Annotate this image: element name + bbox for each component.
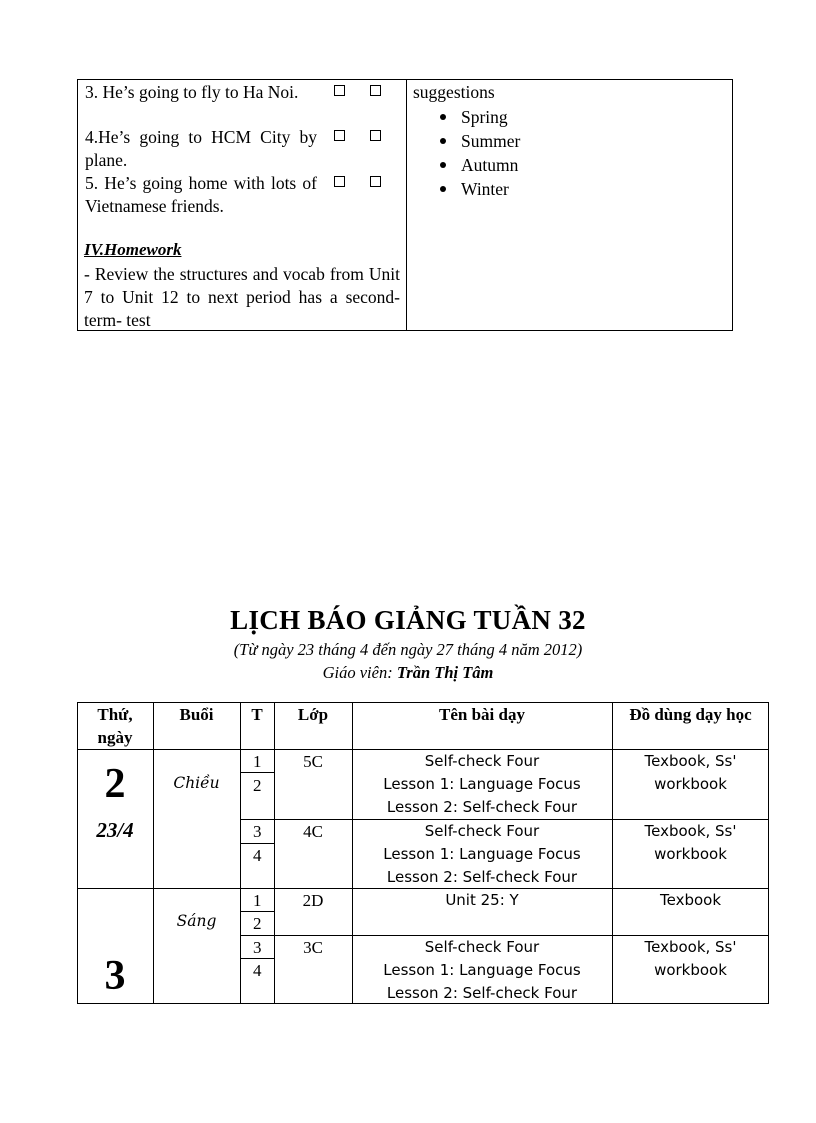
suggestions-label: suggestions [413,82,495,102]
material-line: Texbook, Ss' [644,938,737,956]
session-label: Chiều [173,774,220,792]
statement-3: 3. He’s going to fly to Ha Noi. [85,82,299,102]
period-number: 2 [253,776,262,795]
header-day-line1: Thứ, [97,705,133,724]
suggestions-list [440,105,520,201]
material-line: workbook [654,961,727,979]
lesson-names [352,936,612,1005]
lesson-names [352,750,612,819]
class-name: 3C [303,938,323,957]
period-number: 1 [253,891,262,910]
period-number: 1 [253,752,262,771]
header-day [77,703,153,749]
materials [612,936,769,982]
material-line: Texbook, Ss' [644,752,737,770]
lesson-names [352,820,612,889]
session-label: Sáng [176,912,217,930]
lesson-right-column [407,80,732,330]
material-line: Texbook [659,891,722,909]
materials [612,820,769,866]
header-day-line2: ngày [97,728,133,747]
material-line: workbook [654,845,727,863]
list-item: Autumn [440,153,520,177]
materials [612,750,769,796]
teacher-line [0,663,816,683]
lesson-line: Lesson 1: Language Focus [383,845,581,863]
period-number: 2 [253,914,262,933]
schedule-date-range: (Từ ngày 23 tháng 4 đến ngày 27 tháng 4 năm 2012) [233,640,583,659]
lesson-line: Self-check Four [424,822,540,840]
list-item: Spring [440,105,520,129]
day-date: 23/4 [96,818,134,842]
true-checkbox-3[interactable] [334,85,345,96]
header-session: Buổi [179,705,214,724]
lesson-names [352,889,612,912]
header-materials: Đồ dùng dạy học [629,705,752,724]
period-number: 4 [253,961,262,980]
lesson-left-column [78,80,407,330]
class-name: 4C [303,822,323,841]
lesson-table [77,79,733,331]
header-lesson: Tên bài dạy [439,705,525,724]
lesson-line: Lesson 2: Self-check Four [386,868,578,886]
teacher-label: Giáo viên: [322,663,397,682]
true-checkbox-4[interactable] [334,130,345,141]
homework-text: - Review the structures and vocab from Unit 7 to Unit 12 to next period has a second- term- test [84,264,400,330]
list-item: Summer [440,129,520,153]
material-line: workbook [654,775,727,793]
material-line: Texbook, Ss' [644,822,737,840]
period-number: 4 [253,846,262,865]
true-checkbox-5[interactable] [334,176,345,187]
statement-4: 4.He’s going to HCM City by plane. [85,127,317,170]
lesson-line: Lesson 1: Language Focus [383,775,581,793]
false-checkbox-3[interactable] [370,85,381,96]
lesson-line: Lesson 2: Self-check Four [386,984,578,1002]
lesson-line: Self-check Four [424,752,540,770]
day-number: 2 [104,761,126,807]
false-checkbox-5[interactable] [370,176,381,187]
header-class: Lớp [297,705,329,724]
teacher-name: Trần Thị Tâm [396,663,494,682]
lesson-line: Lesson 1: Language Focus [383,961,581,979]
false-checkbox-4[interactable] [370,130,381,141]
header-period: T [251,705,263,724]
statement-5: 5. He’s going home with lots of Vietnamese friends. [85,173,317,216]
lesson-line: Lesson 2: Self-check Four [386,798,578,816]
period-number: 3 [253,822,262,841]
day-number: 3 [104,953,126,999]
schedule-table [77,702,769,1004]
lesson-line: Self-check Four [424,938,540,956]
class-name: 2D [302,891,324,910]
schedule-title: LỊCH BÁO GIẢNG TUẦN 32 [230,605,586,635]
list-item: Winter [440,177,520,201]
class-name: 5C [303,752,323,771]
lesson-line: Unit 25: Y [445,891,519,909]
homework-heading: IV.Homework [84,240,182,259]
materials [612,889,769,912]
period-number: 3 [253,938,262,957]
